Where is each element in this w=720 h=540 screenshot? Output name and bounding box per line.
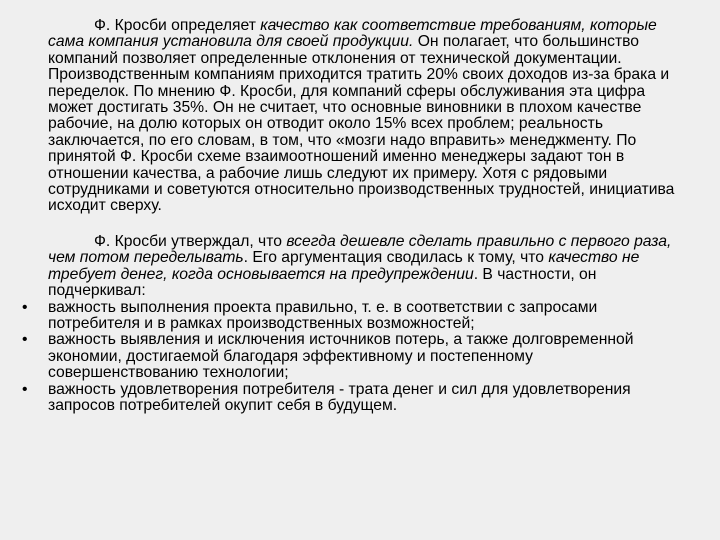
emphasis-list xyxy=(22,298,678,415)
bullet-icon: • xyxy=(22,331,28,349)
list-item-text: важность выполнения проекта правильно, т. е. в соответствии с запросами потребителя и в рамках производственных возможностей; xyxy=(48,298,598,332)
paragraph-2-lead: Ф. Кросби утверждал, что xyxy=(94,232,287,250)
list-item-text: важность удовлетворения потребителя - трата денег и сил для удовлетворения запросов потребителей окупит себя в будущем. xyxy=(48,380,631,414)
cheaper-first-time-italic: всегда дешевле сделать правильно с первого раза, чем потом переделывать xyxy=(48,232,672,267)
bullet-icon: • xyxy=(22,380,28,398)
paragraph-crosby-definition xyxy=(48,18,678,215)
paragraph-1-body: Он полагает, что большинство компаний позволяет определенные отклонения от технической документации. Производственным компаниям приходится тратить 20% своих доходов из-за брака и переделок. По мнению Ф. Кросби, для компаний сферы обслуживания эта цифра может достигать 35%. Он не считает, что основные виновники в плохом качестве рабочие, на долю которых он отводит около 15% всех проблем; реальность заключается, по его словам, в том, что «мозги надо вправить» менеджменту. По принятой Ф. Кросби схеме взаимоотношений именно менеджеры задают тон в отношении качества, а рабочие лишь следуют их примеру. Хотя с рядовыми сотрудниками и советуются относительно производственных трудностей, инициатива исходит сверху. xyxy=(48,33,675,215)
bullet-icon: • xyxy=(22,298,28,316)
paragraph-2-end: . В частности, он подчеркивал: xyxy=(48,265,597,300)
paragraph-1-lead: Ф. Кросби определяет xyxy=(94,17,261,34)
list-item xyxy=(22,298,678,333)
list-item-text: важность выявления и исключения источников потерь, а также долговременной экономии, достигаемой благодаря эффективному и постепенному совершенствованию технологии; xyxy=(48,331,634,382)
slide-body xyxy=(22,17,678,414)
list-item xyxy=(22,331,678,382)
quality-definition-italic: качество как соответствие требованиям, которые сама компания установила для своей продукции. xyxy=(48,17,657,51)
list-item xyxy=(22,380,678,415)
prevention-italic: качество не требует денег, когда основывается на предупреждении xyxy=(48,249,640,283)
paragraph-2-mid: . Его аргументация сводилась к тому, что xyxy=(243,249,549,267)
paragraph-crosby-argument xyxy=(48,234,678,300)
